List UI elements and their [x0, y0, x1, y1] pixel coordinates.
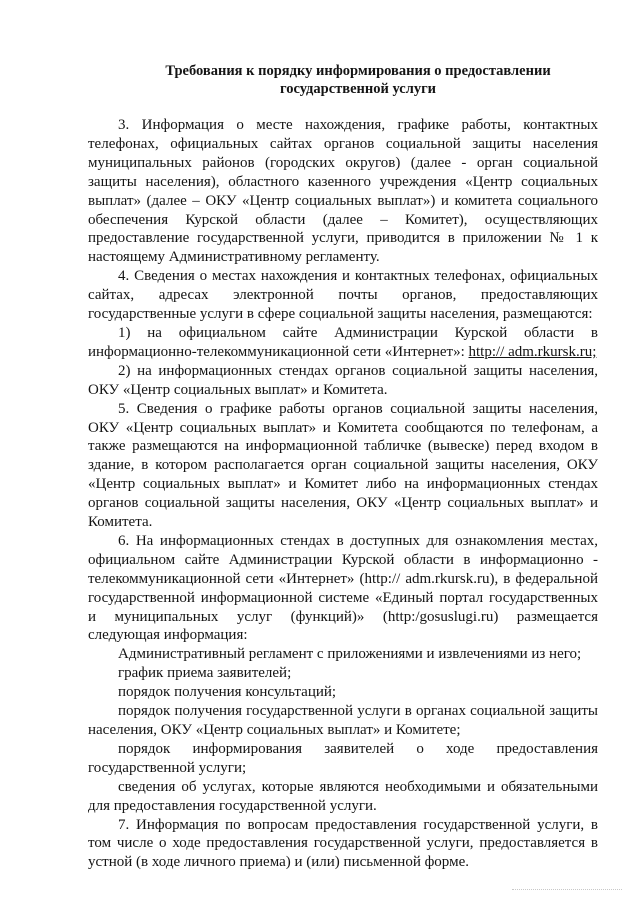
paragraph-7: 7. Информация по вопросам предоставления государственной услуги, в том числе о ходе предоставления государственной услуги, предоставляется в устной (в ходе личного приема) и (или) письменной форме. [88, 816, 598, 871]
list-item-services: сведения об услугах, которые являются необходимыми и обязательными для предоставления государственной услуги. [88, 778, 598, 814]
paragraph-3: 3. Информация о месте нахождения, графике работы, контактных телефонах, официальных сайтах органов социальной защиты населения муниципальных районов (городских округов) (далее - орган социальной защиты населения), областного казенного учреждения «Центр социальных выплат» (далее – ОКУ «Центр социальных выплат») и комитета социального обеспечения Курской области (далее – Комитет), осуществляющих предоставление государственной услуги, приводится в приложении № 1 к настоящему Административному регламенту. [88, 117, 598, 266]
paragraph-4: 4. Сведения о местах нахождения и контактных телефонах, официальных сайтах, адресах электронной почты органов, предоставляющих государственные услуги в сфере социальной защиты населения, размещаются: [88, 268, 598, 323]
list-item-procedure: порядок получения государственной услуги в органах социальной защиты населения, ОКУ «Центр социальных выплат» и Комитете; [88, 703, 598, 738]
paragraph-5: 5. Сведения о графике работы органов социальной защиты населения, ОКУ «Центр социальных выплат» и Комитета сообщаются по телефонам, а также размещаются на информационной табличке (вывеске) перед входом в здание, в котором располагается орган социальной защиты населения, ОКУ «Центр социальных выплат» и Комитет либо на информационных стендах органов социальной защиты населения, ОКУ «Центр социальных выплат» и Комитета. [88, 400, 598, 531]
list-item-informing: порядок информирования заявителей о ходе предоставления государственной услуги; [88, 740, 598, 776]
list-item-regulation: Административный регламент с приложениями и извлечениями из него; [118, 646, 582, 663]
adm-rkursk-link[interactable]: http:// adm.rkursk.ru; [468, 343, 597, 360]
paragraph-4-item-2: 2) на информационных стендах органов социальной защиты населения, ОКУ «Центр социальных выплат» и Комитета. [88, 362, 598, 398]
title-line-1: Требования к порядку информирования о предоставлении [165, 63, 551, 79]
page-title [88, 62, 598, 98]
scan-artifact [512, 889, 622, 893]
paragraph-6: 6. На информационных стендах в доступных для ознакомления местах, официальном сайте Администрации Курской области в информационно - телекоммуникационной сети «Интернет» (http:// adm.rkursk.ru), в федеральной государственной информационной системе «Единый портал государственных и муниципальных услуг (функций)» (http:/gosuslugi.ru) размещается следующая информация: [88, 532, 598, 644]
title-line-2: государственной услуги [279, 81, 437, 97]
paragraph-4-item-1 [88, 324, 598, 362]
list-item-schedule: график приема заявителей; [118, 665, 292, 682]
item-1-text: 1) на официальном сайте Администрации Курской области в информационно-телекоммуникационной сети «Интернет»: [88, 324, 598, 360]
list-item-consultations: порядок получения консультаций; [118, 684, 337, 701]
